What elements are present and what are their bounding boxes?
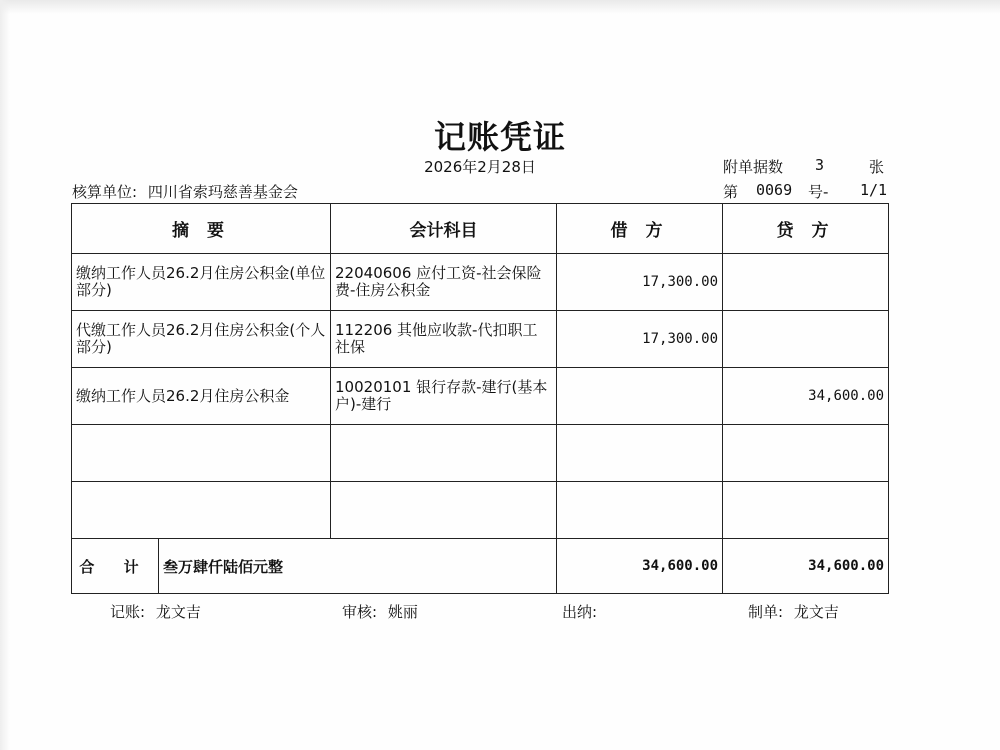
header-account: 会计科目 (331, 204, 557, 254)
voucher-date: 2026年2月28日 (424, 158, 536, 176)
row-account: 112206 其他应收款-代扣职工社保 (331, 311, 557, 368)
row-summary: 代缴工作人员26.2月住房公积金(个人部分) (72, 311, 331, 368)
table-row (72, 368, 889, 425)
row-debit (557, 482, 723, 539)
row-account: 22040606 应付工资-社会保险费-住房公积金 (331, 254, 557, 311)
number-prefix: 第 (723, 183, 739, 201)
total-row (72, 539, 889, 594)
total-debit: 34,600.00 (557, 539, 723, 594)
unit-name: 四川省索玛慈善基金会 (147, 183, 298, 201)
row-credit (723, 254, 889, 311)
preparer-signature (748, 601, 839, 622)
total-credit: 34,600.00 (723, 539, 889, 594)
table-row-empty (72, 482, 889, 539)
row-account (331, 425, 557, 482)
reviewer-label: 审核: (342, 603, 378, 621)
scan-edge-shadow (0, 0, 1000, 14)
row-summary: 缴纳工作人员26.2月住房公积金 (72, 368, 331, 425)
bookkeeper-name: 龙文吉 (155, 603, 201, 621)
row-summary (72, 425, 331, 482)
header-credit: 贷 方 (723, 204, 889, 254)
attachment-unit: 张 (869, 158, 885, 176)
row-debit (557, 425, 723, 482)
table-row (72, 311, 889, 368)
row-credit (723, 482, 889, 539)
preparer-label: 制单: (748, 603, 784, 621)
cashier-label: 出纳: (562, 603, 598, 621)
row-credit (723, 311, 889, 368)
row-credit (723, 425, 889, 482)
voucher-title: 记账凭证 (433, 118, 566, 156)
attachment-count: 3 (815, 156, 825, 174)
accounting-unit (72, 181, 298, 202)
unit-label: 核算单位: (72, 183, 138, 201)
row-summary (72, 482, 331, 539)
table-header-row (72, 204, 889, 254)
attachment-count-line (723, 156, 783, 177)
reviewer-signature (342, 601, 418, 622)
row-credit: 34,600.00 (723, 368, 889, 425)
cashier-signature (562, 601, 603, 622)
bookkeeper-label: 记账: (110, 603, 146, 621)
row-debit: 17,300.00 (557, 254, 723, 311)
row-account: 10020101 银行存款-建行(基本户)-建行 (331, 368, 557, 425)
header-debit: 借 方 (557, 204, 723, 254)
total-label: 合 计 (79, 557, 151, 576)
preparer-name: 龙文吉 (793, 603, 839, 621)
voucher-number: 0069 (756, 181, 793, 199)
table-row-empty (72, 425, 889, 482)
row-account (331, 482, 557, 539)
row-debit (557, 368, 723, 425)
reviewer-name: 姚丽 (387, 603, 418, 621)
bookkeeper-signature (110, 601, 201, 622)
attachment-label: 附单据数 (723, 158, 784, 176)
page-indicator: 1/1 (860, 181, 888, 199)
total-amount-words: 叁万肆仟陆佰元整 (159, 539, 557, 594)
table-row (72, 254, 889, 311)
total-label-cell (72, 539, 159, 594)
header-summary: 摘 要 (72, 204, 331, 254)
voucher-table (71, 203, 889, 594)
number-suffix: 号- (808, 183, 829, 201)
row-summary: 缴纳工作人员26.2月住房公积金(单位部分) (72, 254, 331, 311)
row-debit: 17,300.00 (557, 311, 723, 368)
